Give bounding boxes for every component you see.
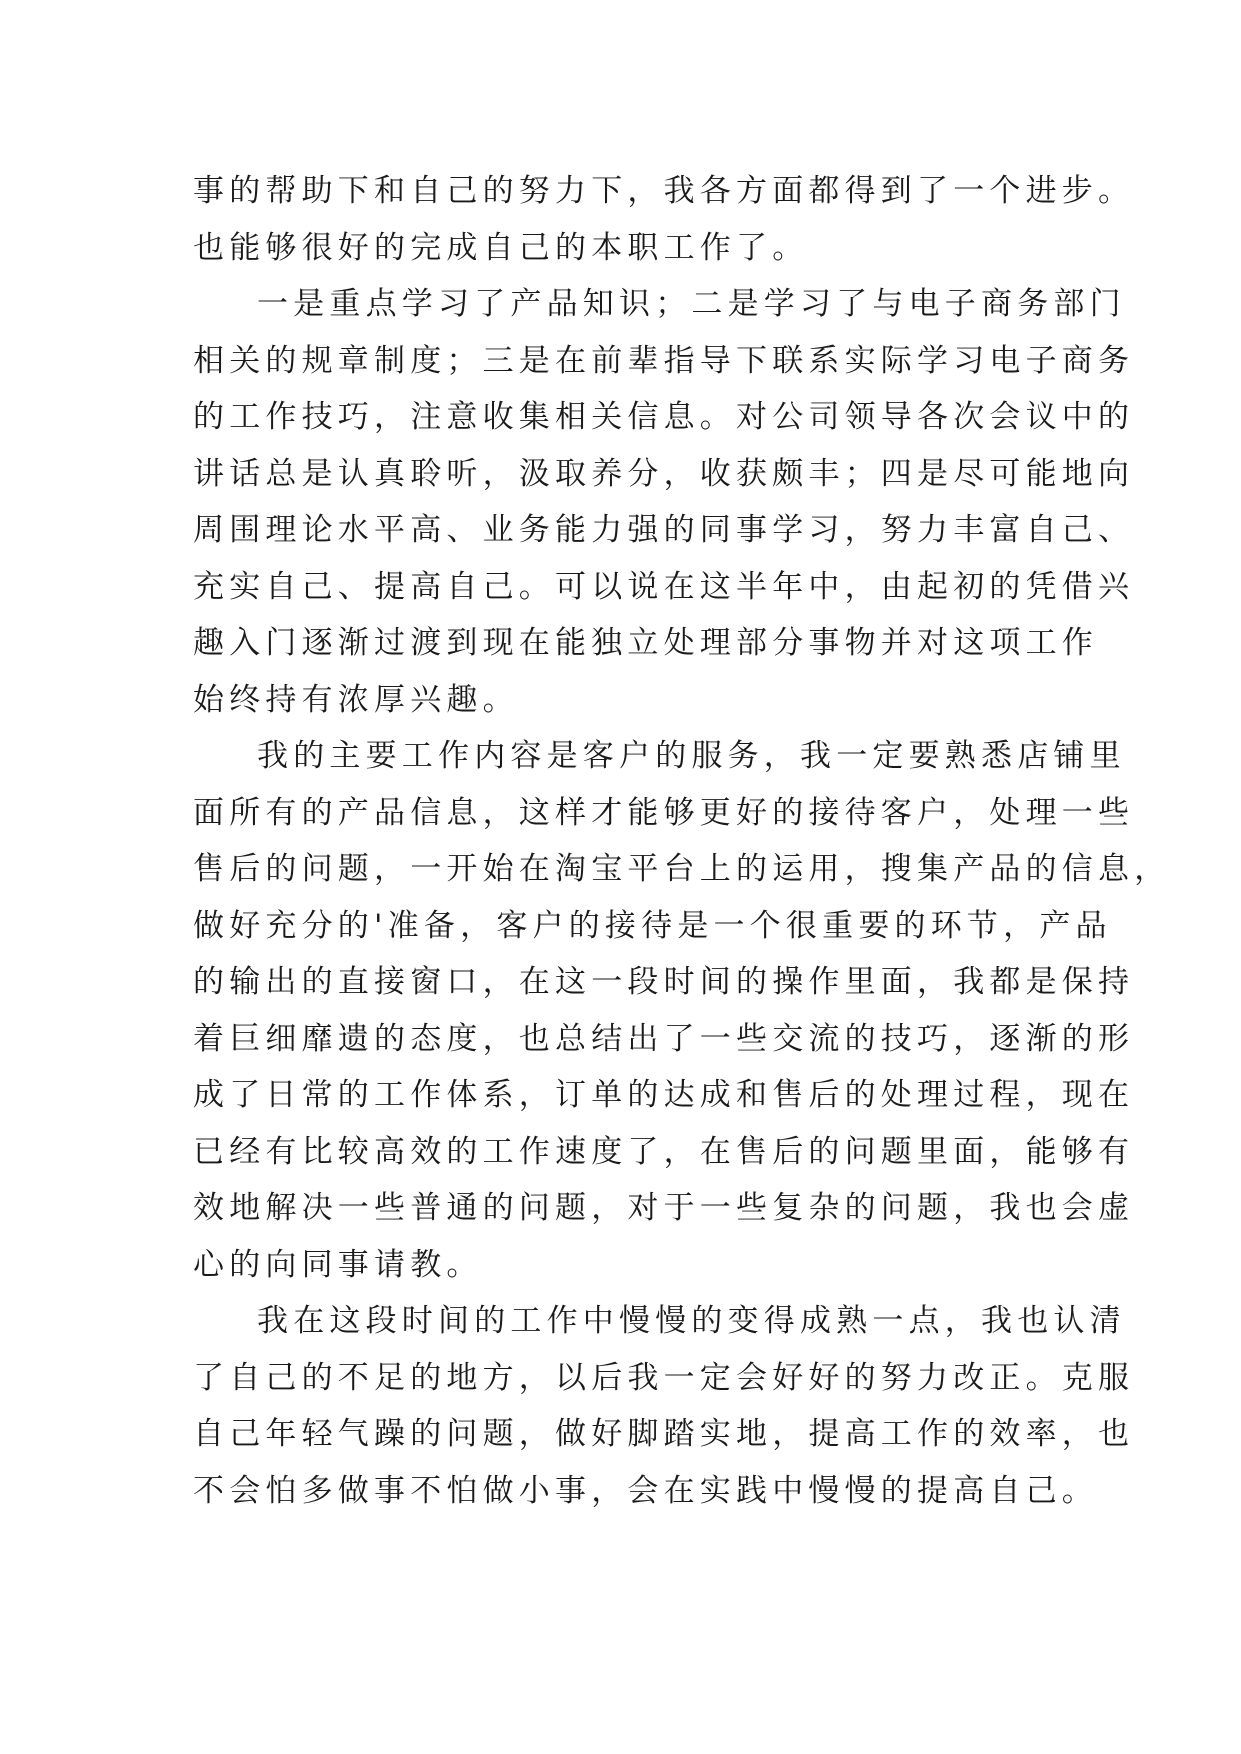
text-line: 也能够很好的完成自己的本职工作了。 [193, 229, 809, 266]
text-line: 售后的问题，一开始在淘宝平台上的运用，搜集产品的信息， [193, 851, 1171, 887]
text-line: 了自己的不足的地方，以后我一定会好好的努力改正。克服 [193, 1359, 1135, 1396]
text-line: 始终持有浓厚兴趣。 [193, 681, 519, 718]
text-line: 着巨细靡遗的态度，也总结出了一些交流的技巧，逐渐的形 [193, 1020, 1135, 1057]
paragraph-first-line: 一是重点学习了产品知识；二是学习了与电子商务部门 [257, 286, 1126, 322]
text-line: 的输出的直接窗口，在这一段时间的操作里面，我都是保持 [193, 964, 1135, 1000]
text-line: 相关的规章制度；三是在前辈指导下联系实际学习电子商务 [193, 342, 1135, 379]
text-line: 做好充分的'准备，客户的接待是一个很重要的环节，产品 [193, 907, 1112, 944]
text-line: 充实自己、提高自己。可以说在这半年中，由起初的凭借兴 [193, 568, 1135, 605]
text-line: 讲话总是认真聆听，汲取养分，收获颇丰；四是尽可能地向 [193, 455, 1135, 492]
text-line: 效地解决一些普通的问题，对于一些复杂的问题，我也会虚 [193, 1190, 1135, 1226]
text-line: 事的帮助下和自己的努力下，我各方面都得到了一个进步。 [193, 173, 1135, 209]
text-line: 的工作技巧，注意收集相关信息。对公司领导各次会议中的 [193, 399, 1135, 435]
text-line: 成了日常的工作体系，订单的达成和售后的处理过程，现在 [193, 1077, 1135, 1113]
text-line: 周围理论水平高、业务能力强的同事学习，努力丰富自己、 [193, 512, 1135, 548]
paragraph-first-line: 我的主要工作内容是客户的服务，我一定要熟悉店铺里 [257, 738, 1126, 774]
text-line: 心的向同事请教。 [193, 1246, 483, 1283]
text-line: 面所有的产品信息，这样才能够更好的接待客户，处理一些 [193, 794, 1135, 831]
text-line: 不会怕多做事不怕做小事，会在实践中慢慢的提高自己。 [193, 1472, 1098, 1509]
paragraph-first-line: 我在这段时间的工作中慢慢的变得成熟一点，我也认清 [257, 1303, 1126, 1339]
text-line: 已经有比较高效的工作速度了，在售后的问题里面，能够有 [193, 1133, 1135, 1170]
text-line: 趣入门逐渐过渡到现在能独立处理部分事物并对这项工作 [193, 625, 1098, 661]
body-text [193, 163, 1171, 1519]
text-line: 自己年轻气躁的问题，做好脚踏实地，提高工作的效率，也 [193, 1416, 1135, 1452]
